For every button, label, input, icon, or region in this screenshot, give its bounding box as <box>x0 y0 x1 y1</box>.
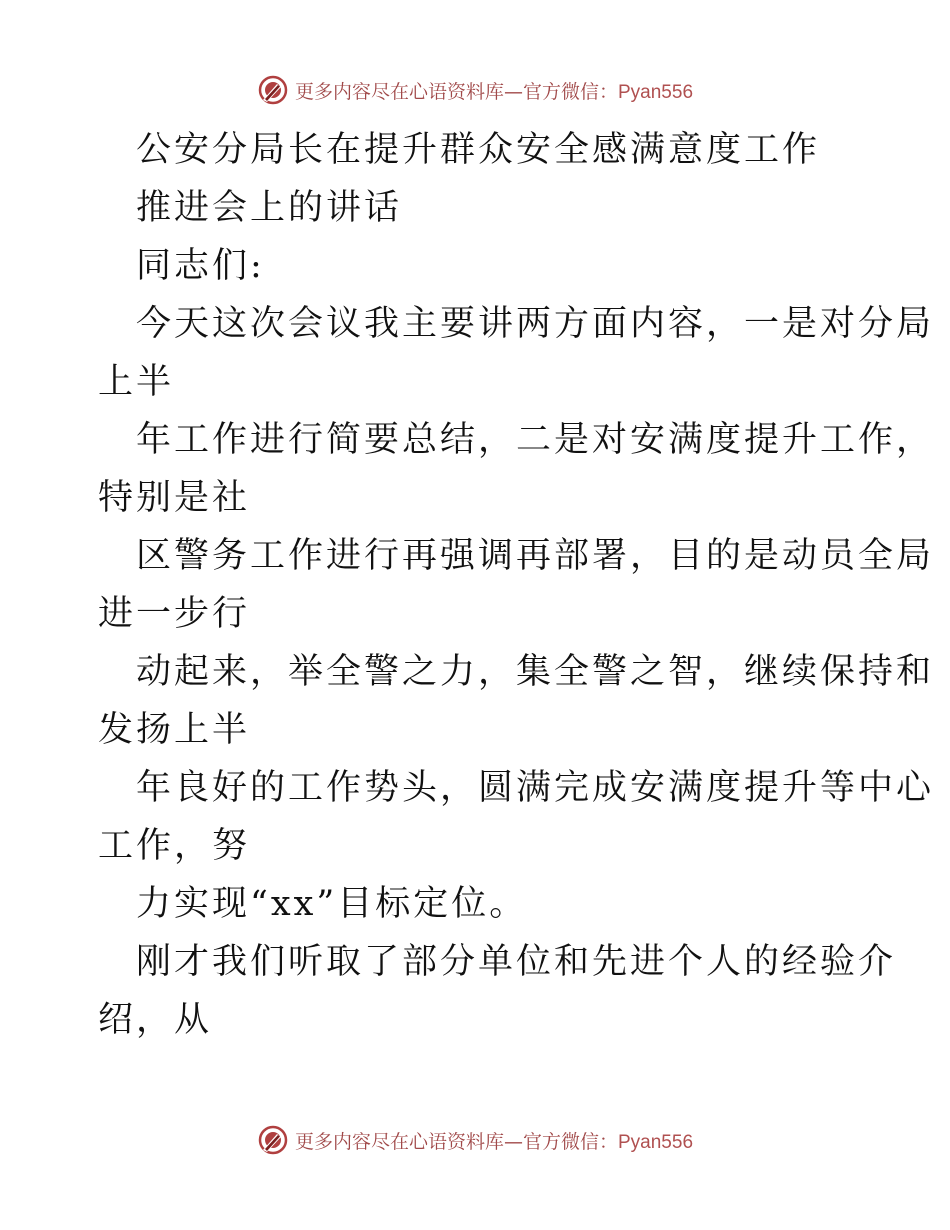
doc-line: 绍，从 <box>98 1000 213 1040</box>
doc-line: 发扬上半 <box>98 710 251 750</box>
banner-text <box>295 1127 693 1154</box>
banner-wechat-handle: Pyan556 <box>618 81 694 103</box>
doc-line: 区警务工作进行再强调再部署，目的是动员全局 <box>136 536 935 576</box>
doc-salutation: 同志们: <box>136 246 265 286</box>
doc-line: 刚才我们听取了部分单位和先进个人的经验介 <box>136 942 897 982</box>
banner-wechat-handle: Pyan556 <box>618 1131 694 1153</box>
banner-promo-text: 更多内容尽在心语资料库 <box>294 80 504 103</box>
banner-text <box>295 77 693 104</box>
banner-separator: — <box>503 1130 523 1153</box>
doc-line: 年工作进行简要总结，二是对安满度提升工作， <box>136 420 935 460</box>
banner-content <box>257 74 693 106</box>
doc-line: 今天这次会议我主要讲两方面内容，一是对分局 <box>136 304 935 344</box>
doc-title-line-2: 推进会上的讲话 <box>136 188 403 228</box>
pen-logo-icon <box>257 1124 289 1156</box>
header-banner <box>0 70 950 110</box>
doc-line: 力实现“xx”目标定位。 <box>136 884 528 924</box>
banner-separator: — <box>503 80 523 103</box>
banner-content <box>257 1124 693 1156</box>
doc-line: 上半 <box>98 362 175 402</box>
footer-banner <box>0 1120 950 1160</box>
pen-logo-icon <box>257 74 289 106</box>
doc-line: 工作，努 <box>98 826 251 866</box>
doc-line: 特别是社 <box>98 478 251 518</box>
doc-line: 年良好的工作势头，圆满完成安满度提升等中心 <box>136 768 935 808</box>
doc-line: 进一步行 <box>98 594 251 634</box>
doc-title-line-1: 公安分局长在提升群众安全感满意度工作 <box>136 130 821 170</box>
banner-wechat-label: 官方微信： <box>522 80 618 103</box>
doc-line: 动起来，举全警之力，集全警之智，继续保持和 <box>136 652 935 692</box>
banner-wechat-label: 官方微信： <box>522 1130 618 1153</box>
banner-promo-text: 更多内容尽在心语资料库 <box>294 1130 504 1153</box>
